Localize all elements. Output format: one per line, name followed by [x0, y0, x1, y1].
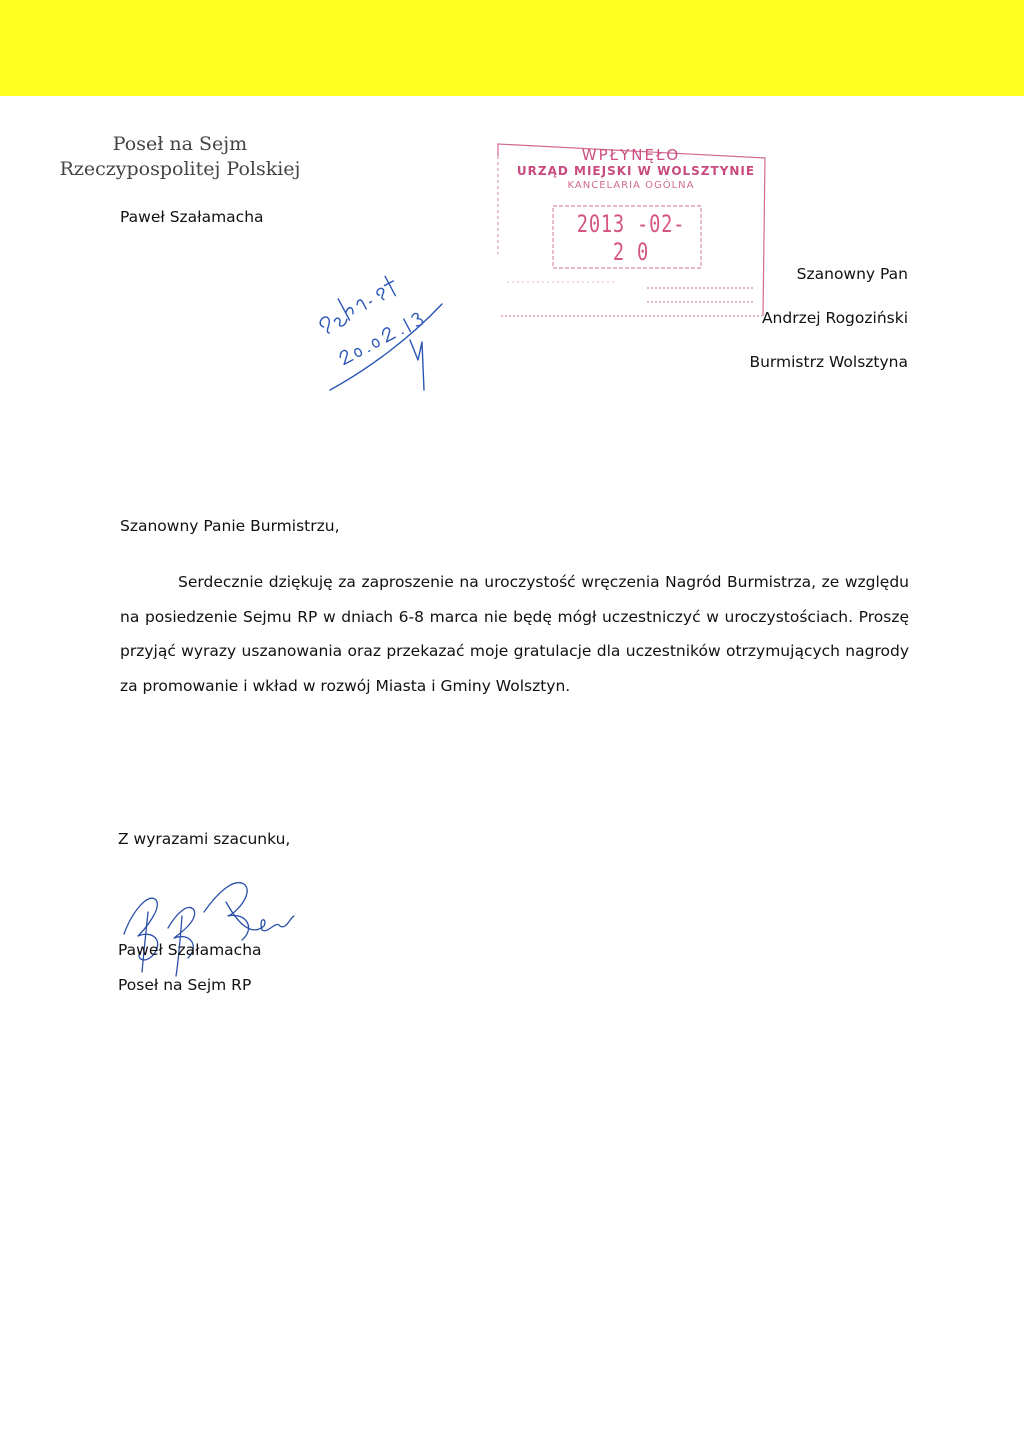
- stamp-department-label: KANCELARIA OGÓLNA: [567, 180, 695, 191]
- addressee-greeting: Szanowny Pan: [796, 265, 908, 283]
- stamp-received-label: WPŁYNĘŁO: [581, 146, 681, 164]
- handwritten-annotation: [290, 248, 460, 398]
- addressee-name: Andrzej Rogoziński: [761, 309, 908, 327]
- signature-block: [118, 933, 262, 1003]
- letter-closing: Z wyrazami szacunku,: [118, 830, 291, 848]
- addressee-title: Burmistrz Wolsztyna: [749, 353, 908, 371]
- letter-salutation: Szanowny Panie Burmistrzu,: [120, 517, 340, 535]
- stamp-date: 2013 -02- 2 0: [576, 210, 686, 266]
- yellow-header-band: [0, 0, 1024, 96]
- receipt-stamp: [497, 142, 765, 314]
- signature-name: Paweł Szałamacha: [118, 941, 262, 959]
- letterhead-title: [40, 132, 320, 182]
- stamp-office-label: URZĄD MIEJSKI W WOLSZTYNIE: [516, 164, 756, 178]
- letterhead-line-1: Poseł na Sejm: [112, 133, 248, 155]
- signature-title: Poseł na Sejm RP: [118, 976, 252, 994]
- sender-name: Paweł Szałamacha: [120, 208, 264, 226]
- addressee-block: [749, 252, 908, 384]
- letter-body: Serdecznie dziękuję za zaproszenie na uroczystość wręczenia Nagród Burmistrza, ze względu na posiedzenie Sejmu RP w dniach 6-8 marca nie będę mógł uczestniczyć w uroczystościach. Proszę przyjąć wyrazy uszanowania oraz przekazać moje gratulacje dla uczestników otrzymujących nagrody za promowanie i wkład w rozwój Miasta i Gminy Wolsztyn.: [120, 573, 909, 695]
- letterhead-line-2: Rzeczypospolitej Polskiej: [59, 158, 301, 180]
